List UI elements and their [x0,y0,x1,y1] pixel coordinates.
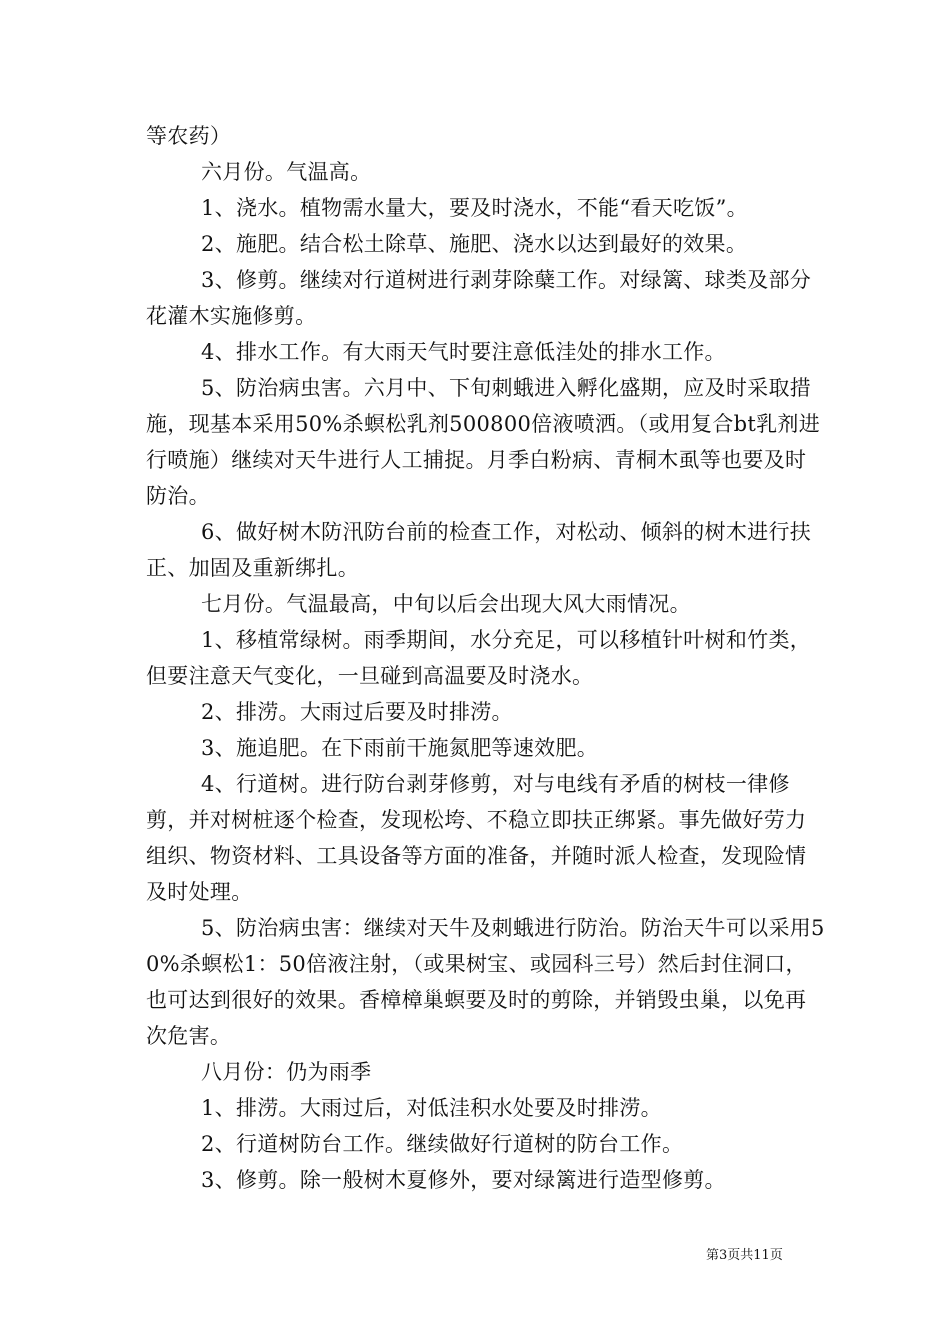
paragraph-june-item-1: 1、浇水。植物需水量大，要及时浇水，不能“看天吃饭”。 [201,196,748,220]
paragraph-july-item-3: 3、施追肥。在下雨前干施氮肥等速效肥。 [201,736,599,760]
paragraph-july-item-1: 1、移植常绿树。雨季期间，水分充足，可以移植针叶树和竹类，但要注意天气变化，一旦碰到高温要及时浇水。 [146,628,812,688]
paragraph-august-item-1: 1、排涝。大雨过后，对低洼积水处要及时排涝。 [201,1096,662,1120]
paragraph-june-item-5: 5、防治病虫害。六月中、下旬刺蛾进入孵化盛期，应及时采取措施，现基本采用50%杀螟松乳剂500800倍液喷洒。（或用复合bt乳剂进行喷施）继续对天牛进行人工捕捉。月季白粉病、青桐木虱等也要及时防治。 [146,376,821,508]
paragraph-june-item-2: 2、施肥。结合松土除草、施肥、浇水以达到最好的效果。 [201,232,748,256]
paragraph-august-item-3: 3、修剪。除一般树木夏修外，要对绿篱进行造型修剪。 [201,1168,726,1192]
document-body [146,118,826,1198]
paragraph-july-item-4: 4、行道树。进行防台剥芽修剪，对与电线有矛盾的树枝一律修剪，并对树桩逐个检查，发现松垮、不稳立即扶正绑紧。事先做好劳力组织、物资材料、工具设备等方面的准备，并随时派人检查，发现险情及时处理。 [146,772,807,904]
paragraph-july-item-2: 2、排涝。大雨过后要及时排涝。 [201,700,513,724]
paragraph-june-item-6: 6、做好树木防汛防台前的检查工作，对松动、倾斜的树木进行扶正、加固及重新绑扎。 [146,520,812,580]
paragraph-june-item-4: 4、排水工作。有大雨天气时要注意低洼处的排水工作。 [201,340,726,364]
paragraph-june-heading: 六月份。气温高。 [201,160,372,184]
paragraph-continuation: 等农药） [146,124,232,148]
paragraph-august-item-2: 2、行道树防台工作。继续做好行道树的防台工作。 [201,1132,684,1156]
page-number-footer: 第3页共11页 [706,1248,783,1263]
paragraph-august-heading: 八月份：仍为雨季 [201,1060,372,1084]
paragraph-june-item-3: 3、修剪。继续对行道树进行剥芽除蘖工作。对绿篱、球类及部分花灌木实施修剪。 [146,268,812,328]
paragraph-july-item-5: 5、防治病虫害：继续对天牛及刺蛾进行防治。防治天牛可以采用50%杀螟松1：50倍液注射，（或果树宝、或园科三号）然后封住洞口，也可达到很好的效果。香樟樟巢螟要及时的剪除，并销毁虫巢，以免再次危害。 [146,916,825,1048]
paragraph-july-heading: 七月份。气温最高，中旬以后会出现大风大雨情况。 [201,592,691,616]
